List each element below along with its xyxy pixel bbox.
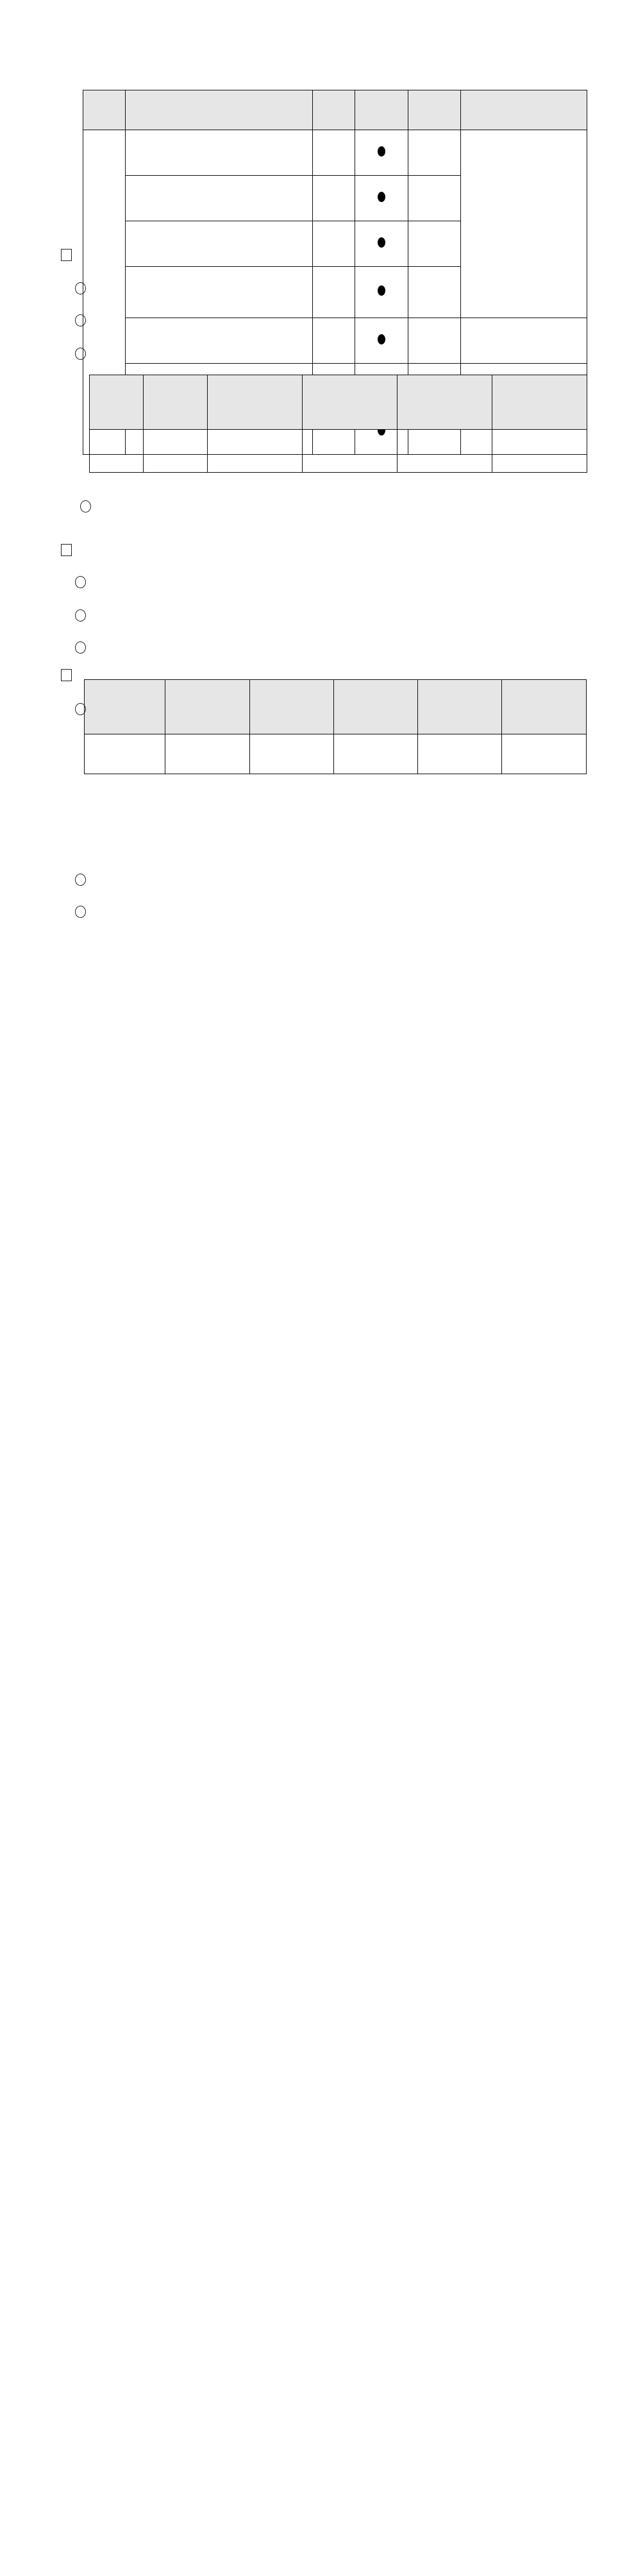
col-remarks	[461, 90, 587, 130]
required-cell	[355, 176, 408, 221]
col-creativity	[502, 680, 587, 734]
final-decision-heading	[61, 669, 78, 683]
remark-form-required	[461, 130, 587, 318]
col-category	[85, 680, 165, 734]
col-expression	[334, 680, 418, 734]
remark-issued-after	[461, 318, 587, 364]
required-cell	[355, 130, 408, 176]
required-cell	[355, 221, 408, 267]
doc-count	[313, 318, 355, 364]
col-expertise	[249, 680, 334, 734]
interview-method	[75, 641, 91, 655]
screening-place	[75, 314, 91, 328]
col-optional	[408, 90, 461, 130]
cell-score	[334, 734, 418, 774]
table-row	[85, 734, 587, 774]
required-dot-icon	[378, 237, 385, 248]
table-header-row	[90, 375, 587, 430]
cell-score	[165, 734, 250, 774]
screening-method	[75, 348, 91, 361]
screening-schedule	[75, 282, 91, 296]
cell-score	[398, 430, 492, 473]
col-manners	[417, 680, 502, 734]
table-row	[83, 130, 587, 176]
cell-score	[417, 734, 502, 774]
cell-score	[303, 430, 398, 473]
required-dot-icon	[378, 334, 385, 344]
checkbox-square-icon	[61, 249, 72, 261]
circle-bullet-icon	[75, 314, 86, 326]
circle-bullet-icon	[75, 576, 86, 588]
circle-bullet-icon	[75, 874, 86, 886]
cell-score	[208, 430, 303, 473]
circle-bullet-icon	[80, 500, 91, 513]
final-docs-heading	[75, 906, 91, 919]
doc-item	[126, 176, 313, 221]
doc-count	[313, 176, 355, 221]
screening-score-table	[89, 375, 587, 473]
doc-item	[126, 221, 313, 267]
required-cell	[355, 318, 408, 364]
optional-cell	[408, 176, 461, 221]
table-header-row	[85, 680, 587, 734]
interview-schedule	[75, 576, 91, 589]
circle-bullet-icon	[75, 641, 86, 654]
cell-score	[249, 734, 334, 774]
checkbox-square-icon	[61, 669, 72, 681]
optional-cell	[408, 130, 461, 176]
col-growth	[398, 375, 492, 430]
circle-bullet-icon	[75, 703, 86, 715]
required-cell	[355, 267, 408, 318]
cell-score	[492, 430, 587, 473]
required-dot-icon	[378, 146, 385, 157]
circle-bullet-icon	[75, 348, 86, 360]
optional-cell	[408, 221, 461, 267]
screening-announcement	[80, 500, 96, 514]
col-category	[90, 375, 144, 430]
col-doc-list	[126, 90, 313, 130]
doc-count	[313, 130, 355, 176]
cell-score	[502, 734, 587, 774]
interview-score-table	[84, 679, 587, 774]
doc-count	[313, 221, 355, 267]
cell-total	[144, 430, 208, 473]
doc-item	[126, 318, 313, 364]
col-attitude	[165, 680, 250, 734]
circle-bullet-icon	[75, 609, 86, 622]
col-count	[313, 90, 355, 130]
table-row	[83, 318, 587, 364]
interview-heading	[61, 544, 78, 558]
col-job-ability	[208, 375, 303, 430]
doc-count	[313, 267, 355, 318]
col-required	[355, 90, 408, 130]
optional-cell	[408, 318, 461, 364]
col-job-fit	[303, 375, 398, 430]
final-announcement	[75, 874, 91, 887]
doc-item	[126, 130, 313, 176]
table-row	[90, 430, 587, 473]
cell-category	[90, 430, 144, 473]
optional-cell	[408, 267, 461, 318]
interview-place	[75, 609, 91, 623]
col-total	[144, 375, 208, 430]
required-dot-icon	[378, 285, 385, 296]
col-category	[83, 90, 126, 130]
circle-bullet-icon	[75, 906, 86, 918]
checkbox-square-icon	[61, 544, 72, 556]
table-header-row	[83, 90, 587, 130]
document-screening-heading	[61, 249, 78, 263]
col-career	[492, 375, 587, 430]
doc-item	[126, 267, 313, 318]
circle-bullet-icon	[75, 282, 86, 294]
required-dot-icon	[378, 192, 385, 202]
final-decision-main	[75, 703, 91, 716]
cell-total	[85, 734, 165, 774]
